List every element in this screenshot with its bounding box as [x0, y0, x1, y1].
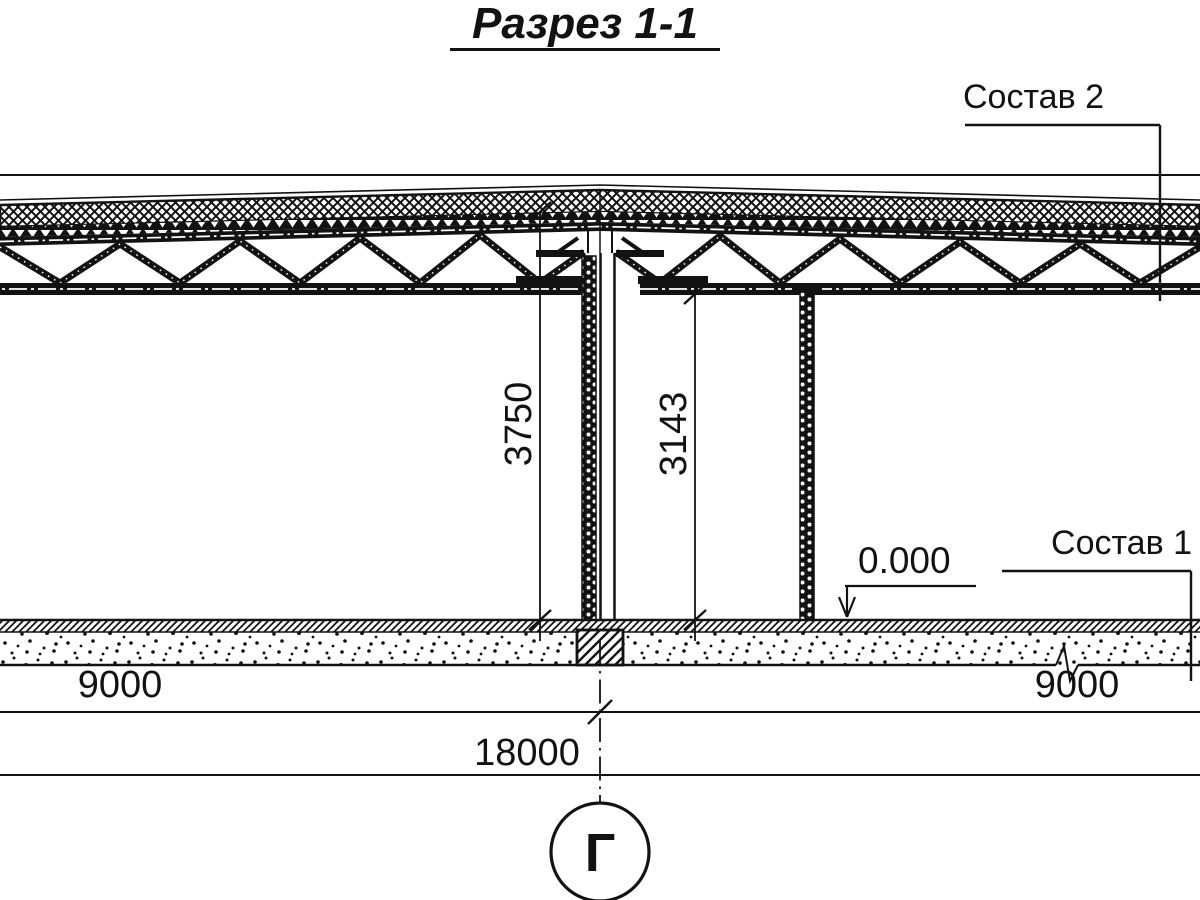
roof-truss-left — [0, 235, 586, 295]
dim-span-right-label: 9000 — [1034, 664, 1120, 706]
column-center — [582, 253, 615, 620]
roof-callout-label: Состав 2 — [963, 78, 1104, 116]
dim-3143-label: 3143 — [652, 391, 695, 477]
dim-span-total-label: 18000 — [474, 732, 580, 774]
level-mark — [839, 586, 976, 617]
axis-letter: Г — [584, 823, 616, 883]
level-mark-label: 0.000 — [858, 540, 951, 581]
dim-3750-label: 3750 — [497, 381, 540, 467]
floor-callout-label: Состав 1 — [1051, 524, 1192, 562]
column-right — [792, 287, 822, 620]
page-title: Разрез 1-1 — [450, 0, 720, 51]
dim-span-left-label: 9000 — [77, 664, 163, 706]
